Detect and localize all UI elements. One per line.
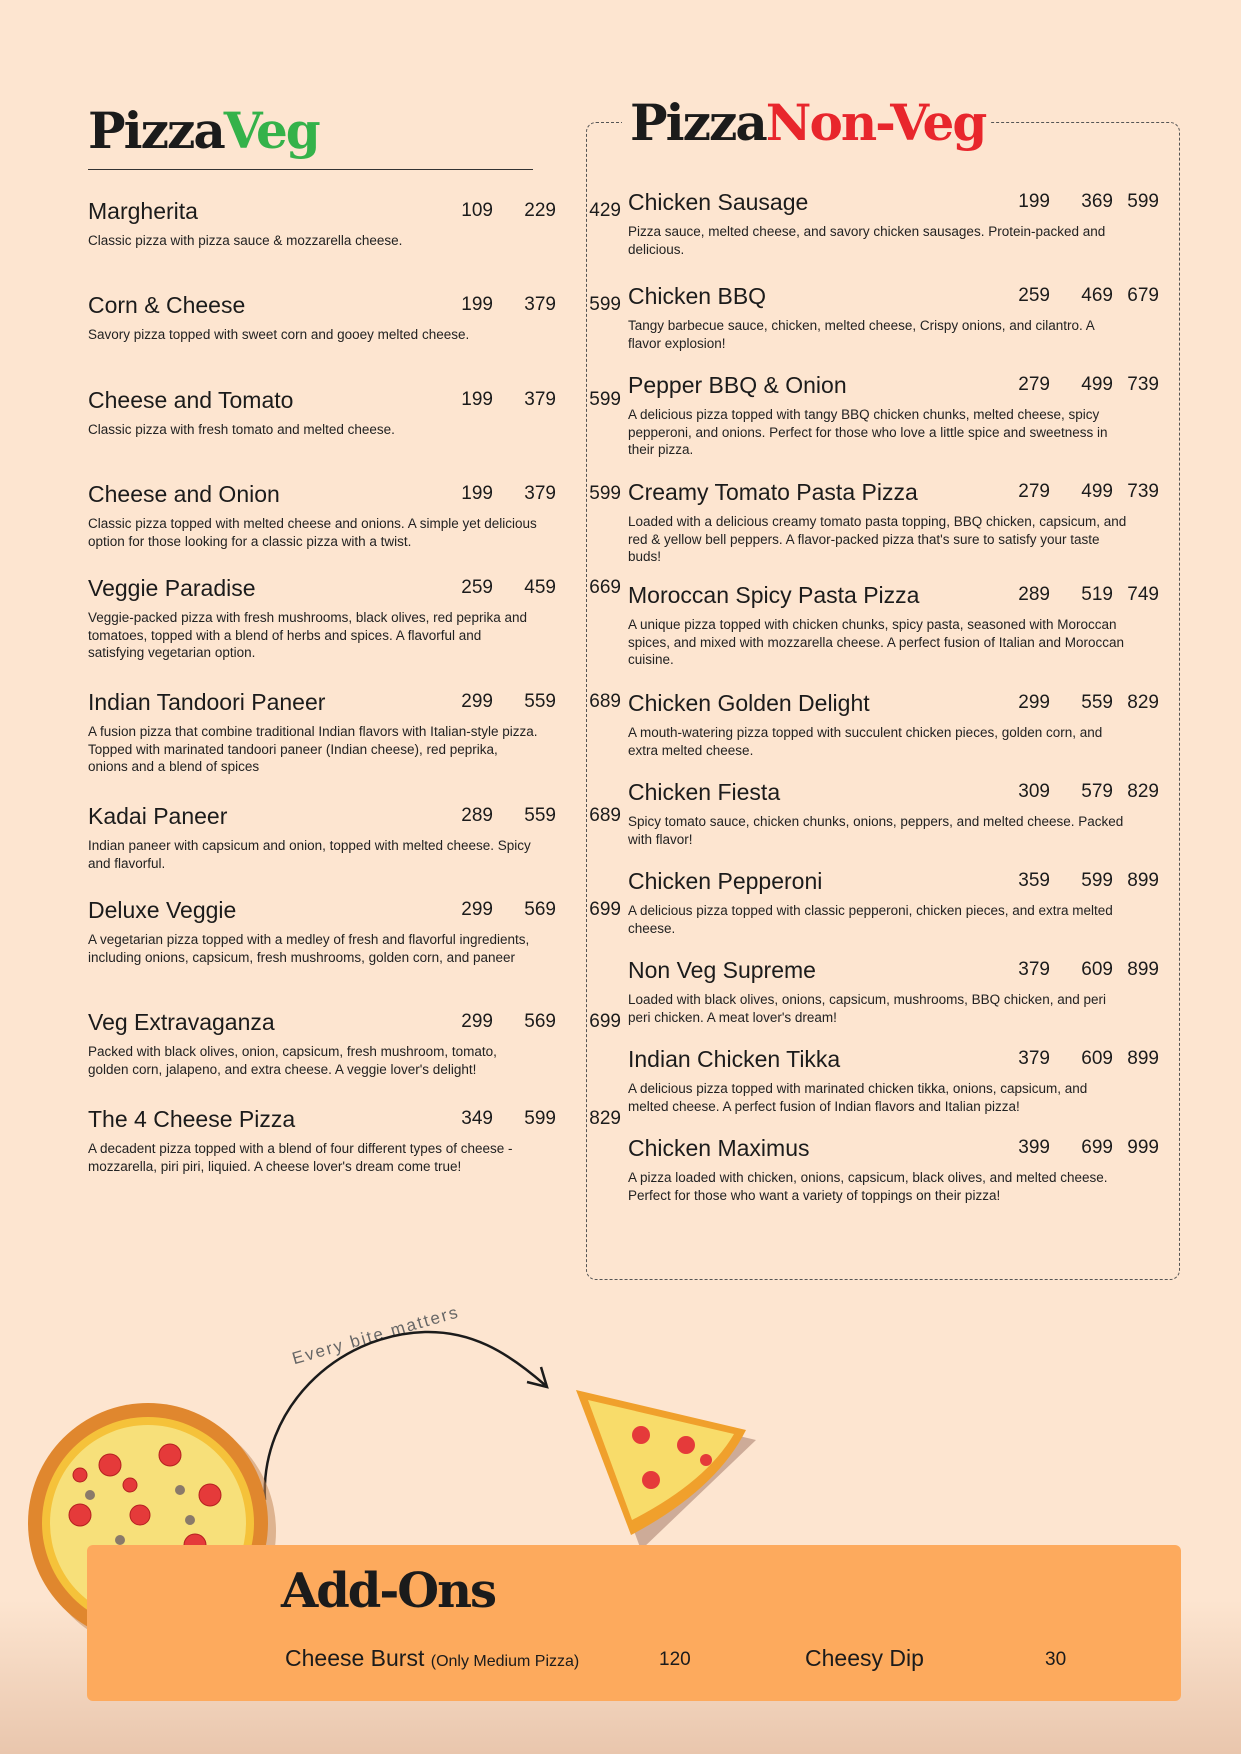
price-small: 299 — [1018, 692, 1050, 713]
veg-title-divider — [88, 169, 533, 170]
price-medium: 379 — [524, 389, 556, 410]
price-large: 899 — [1127, 870, 1159, 891]
price-medium: 699 — [1081, 1137, 1113, 1158]
nonveg-title-pizza: Pizza — [630, 93, 766, 152]
item-name: Veg Extravaganza — [88, 1009, 275, 1035]
item-name: Chicken Maximus — [628, 1135, 810, 1161]
price-medium: 599 — [524, 1108, 556, 1129]
price-small: 299 — [461, 1011, 493, 1032]
price-large: 739 — [1127, 374, 1159, 395]
price-large: 749 — [1127, 584, 1159, 605]
price-small: 199 — [461, 483, 493, 504]
item-name: Chicken Fiesta — [628, 779, 781, 805]
addons-title: Add-Ons — [281, 1563, 496, 1619]
price-small: 199 — [461, 294, 493, 315]
price-small: 299 — [461, 899, 493, 920]
price-medium: 499 — [1081, 374, 1113, 395]
price-medium: 559 — [524, 805, 556, 826]
price-medium: 559 — [1081, 692, 1113, 713]
item-name: Pepper BBQ & Onion — [628, 372, 847, 398]
price-large: 829 — [589, 1108, 621, 1129]
price-large: 599 — [589, 483, 621, 504]
price-small: 259 — [461, 577, 493, 598]
price-small: 199 — [461, 389, 493, 410]
price-small: 379 — [1018, 959, 1050, 980]
item-description: Veggie-packed pizza with fresh mushrooms, black olives, red peprika and tomatoes, topped with a blend of herbs and spices. A flavorful and satisfying vegetarian option. — [88, 610, 527, 660]
item-description: Classic pizza with pizza sauce & mozzarella cheese. — [88, 233, 403, 248]
price-medium: 609 — [1081, 1048, 1113, 1069]
price-medium: 609 — [1081, 959, 1113, 980]
veg-title-pizza: Pizza — [88, 101, 224, 160]
item-description: A unique pizza topped with chicken chunks, spicy pasta, seasoned with Moroccan spices, and mixed with mozzarella cheese. A perfect fusion of Italian and Moroccan cuisine. — [628, 617, 1125, 667]
price-large: 689 — [589, 691, 621, 712]
item-description: A mouth-watering pizza topped with succulent chicken pieces, golden corn, and extra melted cheese. — [628, 725, 1103, 758]
price-large: 599 — [589, 389, 621, 410]
addon-item-name — [285, 1647, 579, 1670]
item-description: A vegetarian pizza topped with a medley of fresh and flavorful ingredients, including onions, capsicum, fresh mushrooms, golden corn, and paneer — [88, 932, 530, 965]
price-small: 349 — [461, 1108, 493, 1129]
item-name: Chicken Golden Delight — [628, 690, 870, 716]
price-large: 669 — [589, 577, 621, 598]
item-name: Creamy Tomato Pasta Pizza — [628, 479, 918, 505]
price-medium: 599 — [1081, 870, 1113, 891]
price-large: 829 — [1127, 781, 1159, 802]
item-name: Chicken Pepperoni — [628, 868, 823, 894]
item-description: A delicious pizza topped with marinated chicken tikka, onions, capsicum, and melted cheese. A perfect fusion of Indian flavors and Italian pizza! — [628, 1081, 1088, 1114]
pizza-slice-icon — [566, 1370, 766, 1550]
price-medium: 569 — [524, 899, 556, 920]
item-description: Tangy barbecue sauce, chicken, melted cheese, Crispy onions, and cilantro. A flavor explosion! — [628, 318, 1095, 351]
item-name: Chicken BBQ — [628, 283, 767, 309]
addon-item-name — [805, 1647, 924, 1670]
item-description: A pizza loaded with chicken, onions, capsicum, black olives, and melted cheese. Perfect for those who want a variety of toppings on their pizza! — [628, 1170, 1108, 1203]
item-description: A decadent pizza topped with a blend of four different types of cheese - mozzarella, piri piri, liquied. A cheese lover's dream come true! — [88, 1141, 513, 1174]
item-description: A delicious pizza topped with tangy BBQ chicken chunks, melted cheese, spicy pepperoni, and onions. Perfect for those who love a little spice and sweetness in their pizza. — [628, 407, 1108, 457]
price-large: 999 — [1127, 1137, 1159, 1158]
item-description: Loaded with a delicious creamy tomato pasta topping, BBQ chicken, capsicum, and red & yellow bell peppers. A flavor-packed pizza that's sure to satisfy your taste buds! — [628, 514, 1127, 564]
price-small: 289 — [1018, 584, 1050, 605]
nonveg-title-accent: Non-Veg — [765, 93, 986, 152]
price-medium: 559 — [524, 691, 556, 712]
price-medium: 499 — [1081, 481, 1113, 502]
item-description: Packed with black olives, onion, capsicum, fresh mushroom, tomato, golden corn, jalapeno, and extra cheese. A veggie lover's delight! — [88, 1044, 497, 1077]
price-small: 259 — [1018, 285, 1050, 306]
addon-name-text: Cheesy Dip — [805, 1645, 924, 1671]
price-small: 109 — [461, 200, 493, 221]
price-small: 399 — [1018, 1137, 1050, 1158]
item-name: Cheese and Tomato — [88, 387, 294, 413]
price-medium: 379 — [524, 483, 556, 504]
price-large: 699 — [589, 1011, 621, 1032]
price-large: 699 — [589, 899, 621, 920]
item-name: Chicken Sausage — [628, 189, 809, 215]
item-name: Margherita — [88, 198, 198, 224]
price-medium: 569 — [524, 1011, 556, 1032]
price-large: 689 — [589, 805, 621, 826]
item-name: Veggie Paradise — [88, 575, 256, 601]
item-description: Classic pizza with fresh tomato and melted cheese. — [88, 422, 395, 437]
veg-section-title — [88, 101, 319, 160]
price-small: 359 — [1018, 870, 1050, 891]
item-description: A delicious pizza topped with classic pepperoni, chicken pieces, and extra melted cheese. — [628, 903, 1113, 936]
price-medium: 369 — [1081, 191, 1113, 212]
price-medium: 519 — [1081, 584, 1113, 605]
addon-price: 120 — [659, 1649, 691, 1670]
price-small: 309 — [1018, 781, 1050, 802]
curved-arrow-icon — [255, 1320, 555, 1520]
item-name: Indian Tandoori Paneer — [88, 689, 326, 715]
item-description: Savory pizza topped with sweet corn and gooey melted cheese. — [88, 327, 470, 342]
item-description: A fusion pizza that combine traditional Indian flavors with Italian-style pizza. Topped with marinated tandoori paneer (Indian cheese), red peprika, onions and a blend of spices — [88, 724, 538, 774]
price-small: 379 — [1018, 1048, 1050, 1069]
addons-panel — [87, 1545, 1181, 1701]
item-name: Kadai Paneer — [88, 803, 228, 829]
price-small: 279 — [1018, 374, 1050, 395]
price-small: 289 — [461, 805, 493, 826]
price-large: 829 — [1127, 692, 1159, 713]
addon-price: 30 — [1045, 1649, 1067, 1670]
price-medium: 469 — [1081, 285, 1113, 306]
item-description: Loaded with black olives, onions, capsicum, mushrooms, BBQ chicken, and peri peri chicken. A meat lover's dream! — [628, 992, 1106, 1025]
price-large: 679 — [1127, 285, 1159, 306]
item-description: Spicy tomato sauce, chicken chunks, onions, peppers, and melted cheese. Packed with flavor! — [628, 814, 1124, 847]
price-large: 899 — [1127, 959, 1159, 980]
item-description: Pizza sauce, melted cheese, and savory chicken sausages. Protein-packed and delicious. — [628, 224, 1106, 257]
price-large: 599 — [1127, 191, 1159, 212]
item-name: Indian Chicken Tikka — [628, 1046, 841, 1072]
tagline-caption: Every bite matters — [290, 1302, 462, 1369]
price-medium: 579 — [1081, 781, 1113, 802]
price-medium: 459 — [524, 577, 556, 598]
price-large: 899 — [1127, 1048, 1159, 1069]
item-name: The 4 Cheese Pizza — [88, 1106, 296, 1132]
addon-note: (Only Medium Pizza) — [430, 1653, 580, 1670]
price-medium: 229 — [524, 200, 556, 221]
item-name: Non Veg Supreme — [628, 957, 816, 983]
price-small: 279 — [1018, 481, 1050, 502]
item-name: Deluxe Veggie — [88, 897, 237, 923]
item-description: Indian paneer with capsicum and onion, topped with melted cheese. Spicy and flavorful. — [88, 838, 531, 871]
item-name: Cheese and Onion — [88, 481, 280, 507]
price-medium: 379 — [524, 294, 556, 315]
price-large: 429 — [589, 200, 621, 221]
price-small: 299 — [461, 691, 493, 712]
price-small: 199 — [1018, 191, 1050, 212]
item-name: Corn & Cheese — [88, 292, 246, 318]
nonveg-section-title — [622, 93, 991, 152]
item-description: Classic pizza topped with melted cheese and onions. A simple yet delicious option for those looking for a classic pizza with a twist. — [88, 516, 537, 549]
item-name: Moroccan Spicy Pasta Pizza — [628, 582, 920, 608]
price-large: 739 — [1127, 481, 1159, 502]
addon-name-text: Cheese Burst — [285, 1645, 425, 1671]
veg-title-accent: Veg — [223, 101, 319, 160]
price-large: 599 — [589, 294, 621, 315]
